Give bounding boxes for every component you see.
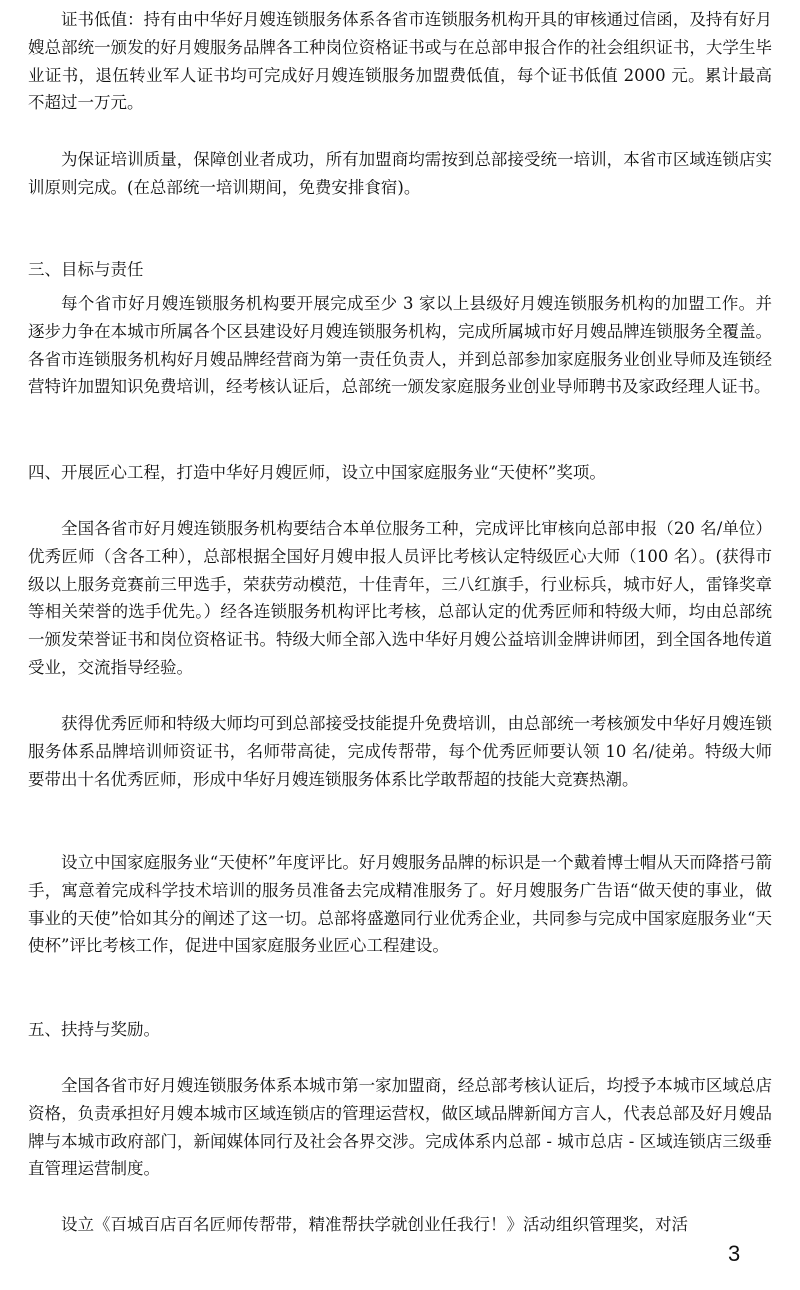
- section-heading-goals: 三、目标与责任: [28, 260, 144, 279]
- paragraph-angel-cup: 设立中国家庭服务业“天使杯”年度评比。好月嫂服务品牌的标识是一个戴着博士帽从天而降搭弓箭手，寓意着完成科学技术培训的服务员准备去完成精准服务了。好月嫂服务广告语“做天使的事业，做事业的天使”恰如其分的阐述了这一切。总部将盛邀同行业优秀企业，共同参与完成中国家庭服务业“天使杯”评比考核工作，促进中国家庭服务业匠心工程建设。: [28, 853, 772, 956]
- paragraph-support: 全国各省市好月嫂连锁服务体系本城市第一家加盟商，经总部考核认证后，均授予本城市区域总店资格，负责承担好月嫂本城市区域连锁店的管理运营权，做区域品牌新闻方言人，代表总部及好月嫂品牌与本城市政府部门，新闻媒体同行及社会各界交涉。完成体系内总部 - 城市总店 - 区域连锁店三级垂直管理运营制度。: [28, 1076, 772, 1179]
- paragraph-craftsman-selection: 全国各省市好月嫂连锁服务机构要结合本单位服务工种，完成评比审核向总部申报（20 名/单位）优秀匠师（含各工种），总部根据全国好月嫂申报人员评比考核认定特级匠心大师（100 名）。(获得市级以上服务竞赛前三甲选手，荣获劳动模范，十佳青年，三八红旗手，行业标兵，城市好人，雷锋奖章等相关荣誉的选手优先。）经各连锁服务机构评比考核，总部认定的优秀匠师和特级大师，均由总部统一颁发荣誉证书和岗位资格证书。特级大师全部入选中华好月嫂公益培训金牌讲师团，到全国各地传道受业，交流指导经验。: [28, 519, 772, 677]
- section-heading-craftsman: 四、开展匠心工程，打造中华好月嫂匠师，设立中国家庭服务业“天使杯”奖项。: [28, 463, 606, 482]
- paragraph-certificate-offset: 证书低值：持有由中华好月嫂连锁服务体系各省市连锁服务机构开具的审核通过信函，及持有好月嫂总部统一颁发的好月嫂服务品牌各工种岗位资格证书或与在总部申报合作的社会组织证书，大学生毕业证书，退伍转业军人证书均可完成好月嫂连锁服务加盟费低值，每个证书低值 2000 元。累计最高不超过一万元。: [28, 10, 772, 113]
- paragraph-training-guarantee: 为保证培训质量，保障创业者成功，所有加盟商均需按到总部接受统一培训，本省市区域连锁店实训原则完成。(在总部统一培训期间，免费安排食宿)。: [28, 150, 772, 197]
- paragraph-award: 设立《百城百店百名匠师传帮带，精准帮扶学就创业任我行！》活动组织管理奖，对活: [61, 1215, 688, 1234]
- paragraph-craftsman-training: 获得优秀匠师和特级大师均可到总部接受技能提升免费培训，由总部统一考核颁发中华好月嫂连锁服务体系品牌培训师资证书，名师带高徒，完成传帮带，每个优秀匠师要认领 10 名/徒弟。特级大师要带出十名优秀匠师，形成中华好月嫂连锁服务体系比学敢帮超的技能大竞赛热潮。: [28, 714, 772, 789]
- section-heading-support: 五、扶持与奖励。: [28, 1020, 160, 1039]
- paragraph-goals: 每个省市好月嫂连锁服务机构要开展完成至少 3 家以上县级好月嫂连锁服务机构的加盟工作。并逐步力争在本城市所属各个区县建设好月嫂连锁服务机构，完成所属城市好月嫂品牌连锁服务全覆盖。各省市连锁服务机构好月嫂品牌经营商为第一责任负责人，并到总部参加家庭服务业创业导师及连锁经营特许加盟知识免费培训，经考核认证后，总部统一颁发家庭服务业创业导师聘书及家政经理人证书。: [28, 294, 772, 397]
- page-number: 3: [728, 1241, 741, 1266]
